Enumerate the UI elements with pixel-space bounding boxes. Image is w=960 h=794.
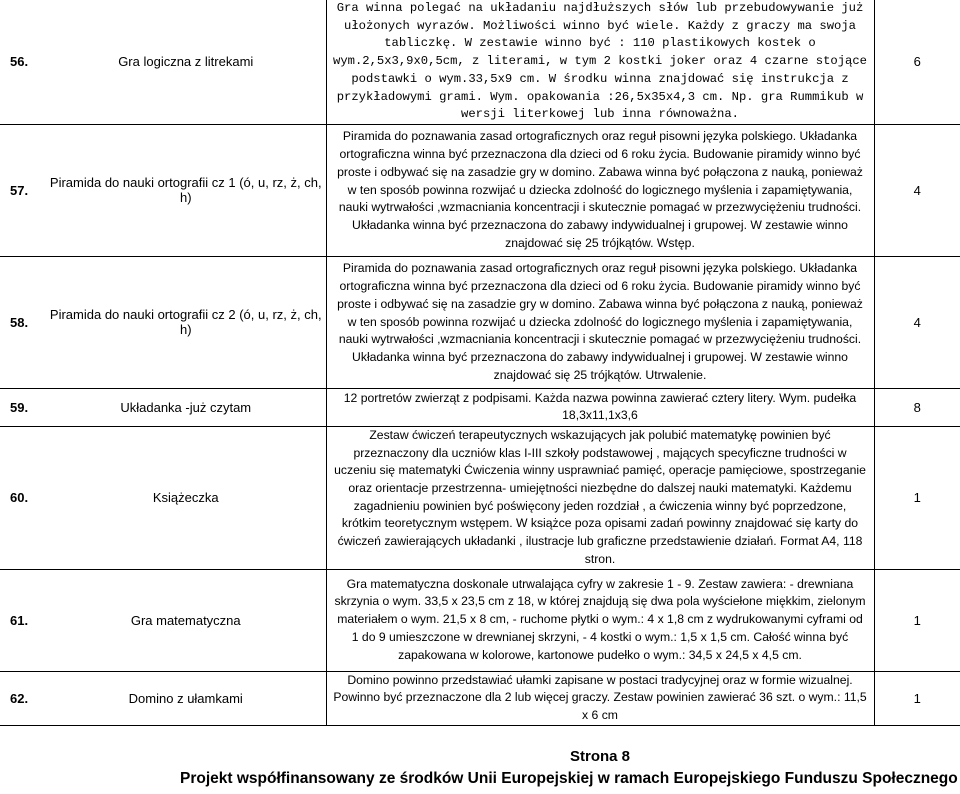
item-description: Domino powinno przedstawiać ułamki zapisane w postaci tradycyjnej oraz w formie wizualnej. Powinno być przeznaczone dla 2 lub więcej graczy. Zestaw powinien zawierać 36 szt. o wym.: 11,5 x 6 cm [326, 671, 874, 725]
table-row [0, 256, 960, 388]
row-number: 57. [0, 124, 46, 256]
row-number: 58. [0, 256, 46, 388]
table-row [0, 124, 960, 256]
item-name: Piramida do nauki ortografii cz 1 (ó, u, rz, ż, ch, h) [46, 124, 326, 256]
table-row [0, 569, 960, 671]
row-number: 59. [0, 388, 46, 426]
item-name: Gra matematyczna [46, 569, 326, 671]
item-quantity: 4 [874, 256, 960, 388]
item-quantity: 4 [874, 124, 960, 256]
item-name: Piramida do nauki ortografii cz 2 (ó, u, rz, ż, ch, h) [46, 256, 326, 388]
item-name: Domino z ułamkami [46, 671, 326, 725]
item-name: Książeczka [46, 426, 326, 569]
item-quantity: 1 [874, 426, 960, 569]
item-description: 12 portretów zwierząt z podpisami. Każda nazwa powinna zawierać cztery litery. Wym. pudełka 18,3x11,1x3,6 [326, 388, 874, 426]
item-description: Piramida do poznawania zasad ortograficznych oraz reguł pisowni języka polskiego. Układanka ortograficzna winna być przeznaczona dla dzieci od 6 roku życia. Budowanie piramidy winno być proste i odbywać się na zasadzie gry w domino. Zabawa winna być połączona z nauką, ponieważ w ten sposób powinna rozwijać u dziecka zdolność do logicznego myślenia i zapamiętywania, nauki wytrwałości ,wzmacniania koncentracji i skutecznie pomagać w przezwyciężeniu trudności. Układanka winna być przeznaczona do zabawy indywidualnej i grupowej. W zestawie winno znajdować się 25 trójkątów. Wstęp. [326, 124, 874, 256]
page-number: Strona 8 [569, 748, 630, 765]
item-quantity: 1 [874, 671, 960, 725]
item-quantity: 8 [874, 388, 960, 426]
row-number: 56. [0, 0, 46, 124]
row-number: 62. [0, 671, 46, 725]
item-description: Zestaw ćwiczeń terapeutycznych wskazujących jak polubić matematykę powinien być przeznaczony dla uczniów klas I-III szkoły podstawowej , mających specyficzne trudności w uczeniu się matematyki Ćwiczenia winny usprawniać pamięć, operacje pamięciowe, spostrzeganie oraz orientacje przestrzenna- umiejętności niezbędne do dalszej nauki matematyki. Każdemu zagadnieniu powinien być poświęcony jeden rozdział , a ćwiczenia winny być poprzedzone, krótkim teoretycznym wstępem. W książce poza opisami zadań powinny znajdować się karty do ćwiczeń zawierających układanki , ilustracje lub graficzne przedstawienie działań. Format A4, 118 stron. [326, 426, 874, 569]
item-quantity: 6 [874, 0, 960, 124]
item-description: Piramida do poznawania zasad ortograficznych oraz reguł pisowni języka polskiego. Układanka ortograficzna winna być przeznaczona dla dzieci od 6 roku życia. Budowanie piramidy winno być proste i odbywać się na zasadzie gry w domino. Zabawa winna być połączona z nauką, ponieważ w ten sposób powinna rozwijać u dziecka zdolność do logicznego myślenia i zapamiętywania, nauki wytrwałości ,wzmacniania koncentracji i skutecznie pomagać w przezwyciężeniu trudności. Układanka winna być przeznaczona do zabawy indywidualnej i grupowej. W zestawie winno znajdować się 25 trójkątów. Utrwalenie. [326, 256, 874, 388]
row-number: 60. [0, 426, 46, 569]
row-number: 61. [0, 569, 46, 671]
table-row [0, 426, 960, 569]
item-description: Gra matematyczna doskonale utrwalająca cyfry w zakresie 1 - 9. Zestaw zawiera: - drewniana skrzynia o wym. 33,5 x 23,5 cm z 18, w której znajdują się dwa pola wyściełone miękkim, zielonym materiałem o wym. 21,5 x 8 cm, - ruchome płytki o wym.: 4 x 1,8 cm z wydrukowanymi cyframi od 1 do 9 umieszczone w drewnianej skrzyni, - 4 kostki o wym.: 1,5 x 1,5 cm. Całość winna być zapakowana w kolorowe, kartonowe pudełko o wym.: 34,5 x 24,5 x 4,5 cm. [326, 569, 874, 671]
table-row [0, 388, 960, 426]
project-footer: Projekt współfinansowany ze środków Unii Europejskiej w ramach Europejskiego Funduszu Społecznego [180, 770, 958, 787]
item-name: Układanka -już czytam [46, 388, 326, 426]
table-row [0, 0, 960, 124]
item-name: Gra logiczna z litrekami [46, 0, 326, 124]
item-quantity: 1 [874, 569, 960, 671]
table-row [0, 671, 960, 725]
item-description: Gra winna polegać na układaniu najdłuższych słów lub przebudowywanie już ułożonych wyrazów. Możliwości winno być wiele. Każdy z graczy ma swoja tabliczkę. W zestawie winno być : 110 plastikowych kostek o wym.2,5x3,9x0,5cm, z literami, w tym 2 kostki joker oraz 4 czarne stojące podstawki o wym.33,5x9 cm. W środku winna znajdować się instrukcja z przykładowymi grami. Wym. opakowania :26,5x35x4,3 cm. Np. gra Rummikub w wersji literkowej lub inna równoważna. [326, 0, 874, 124]
